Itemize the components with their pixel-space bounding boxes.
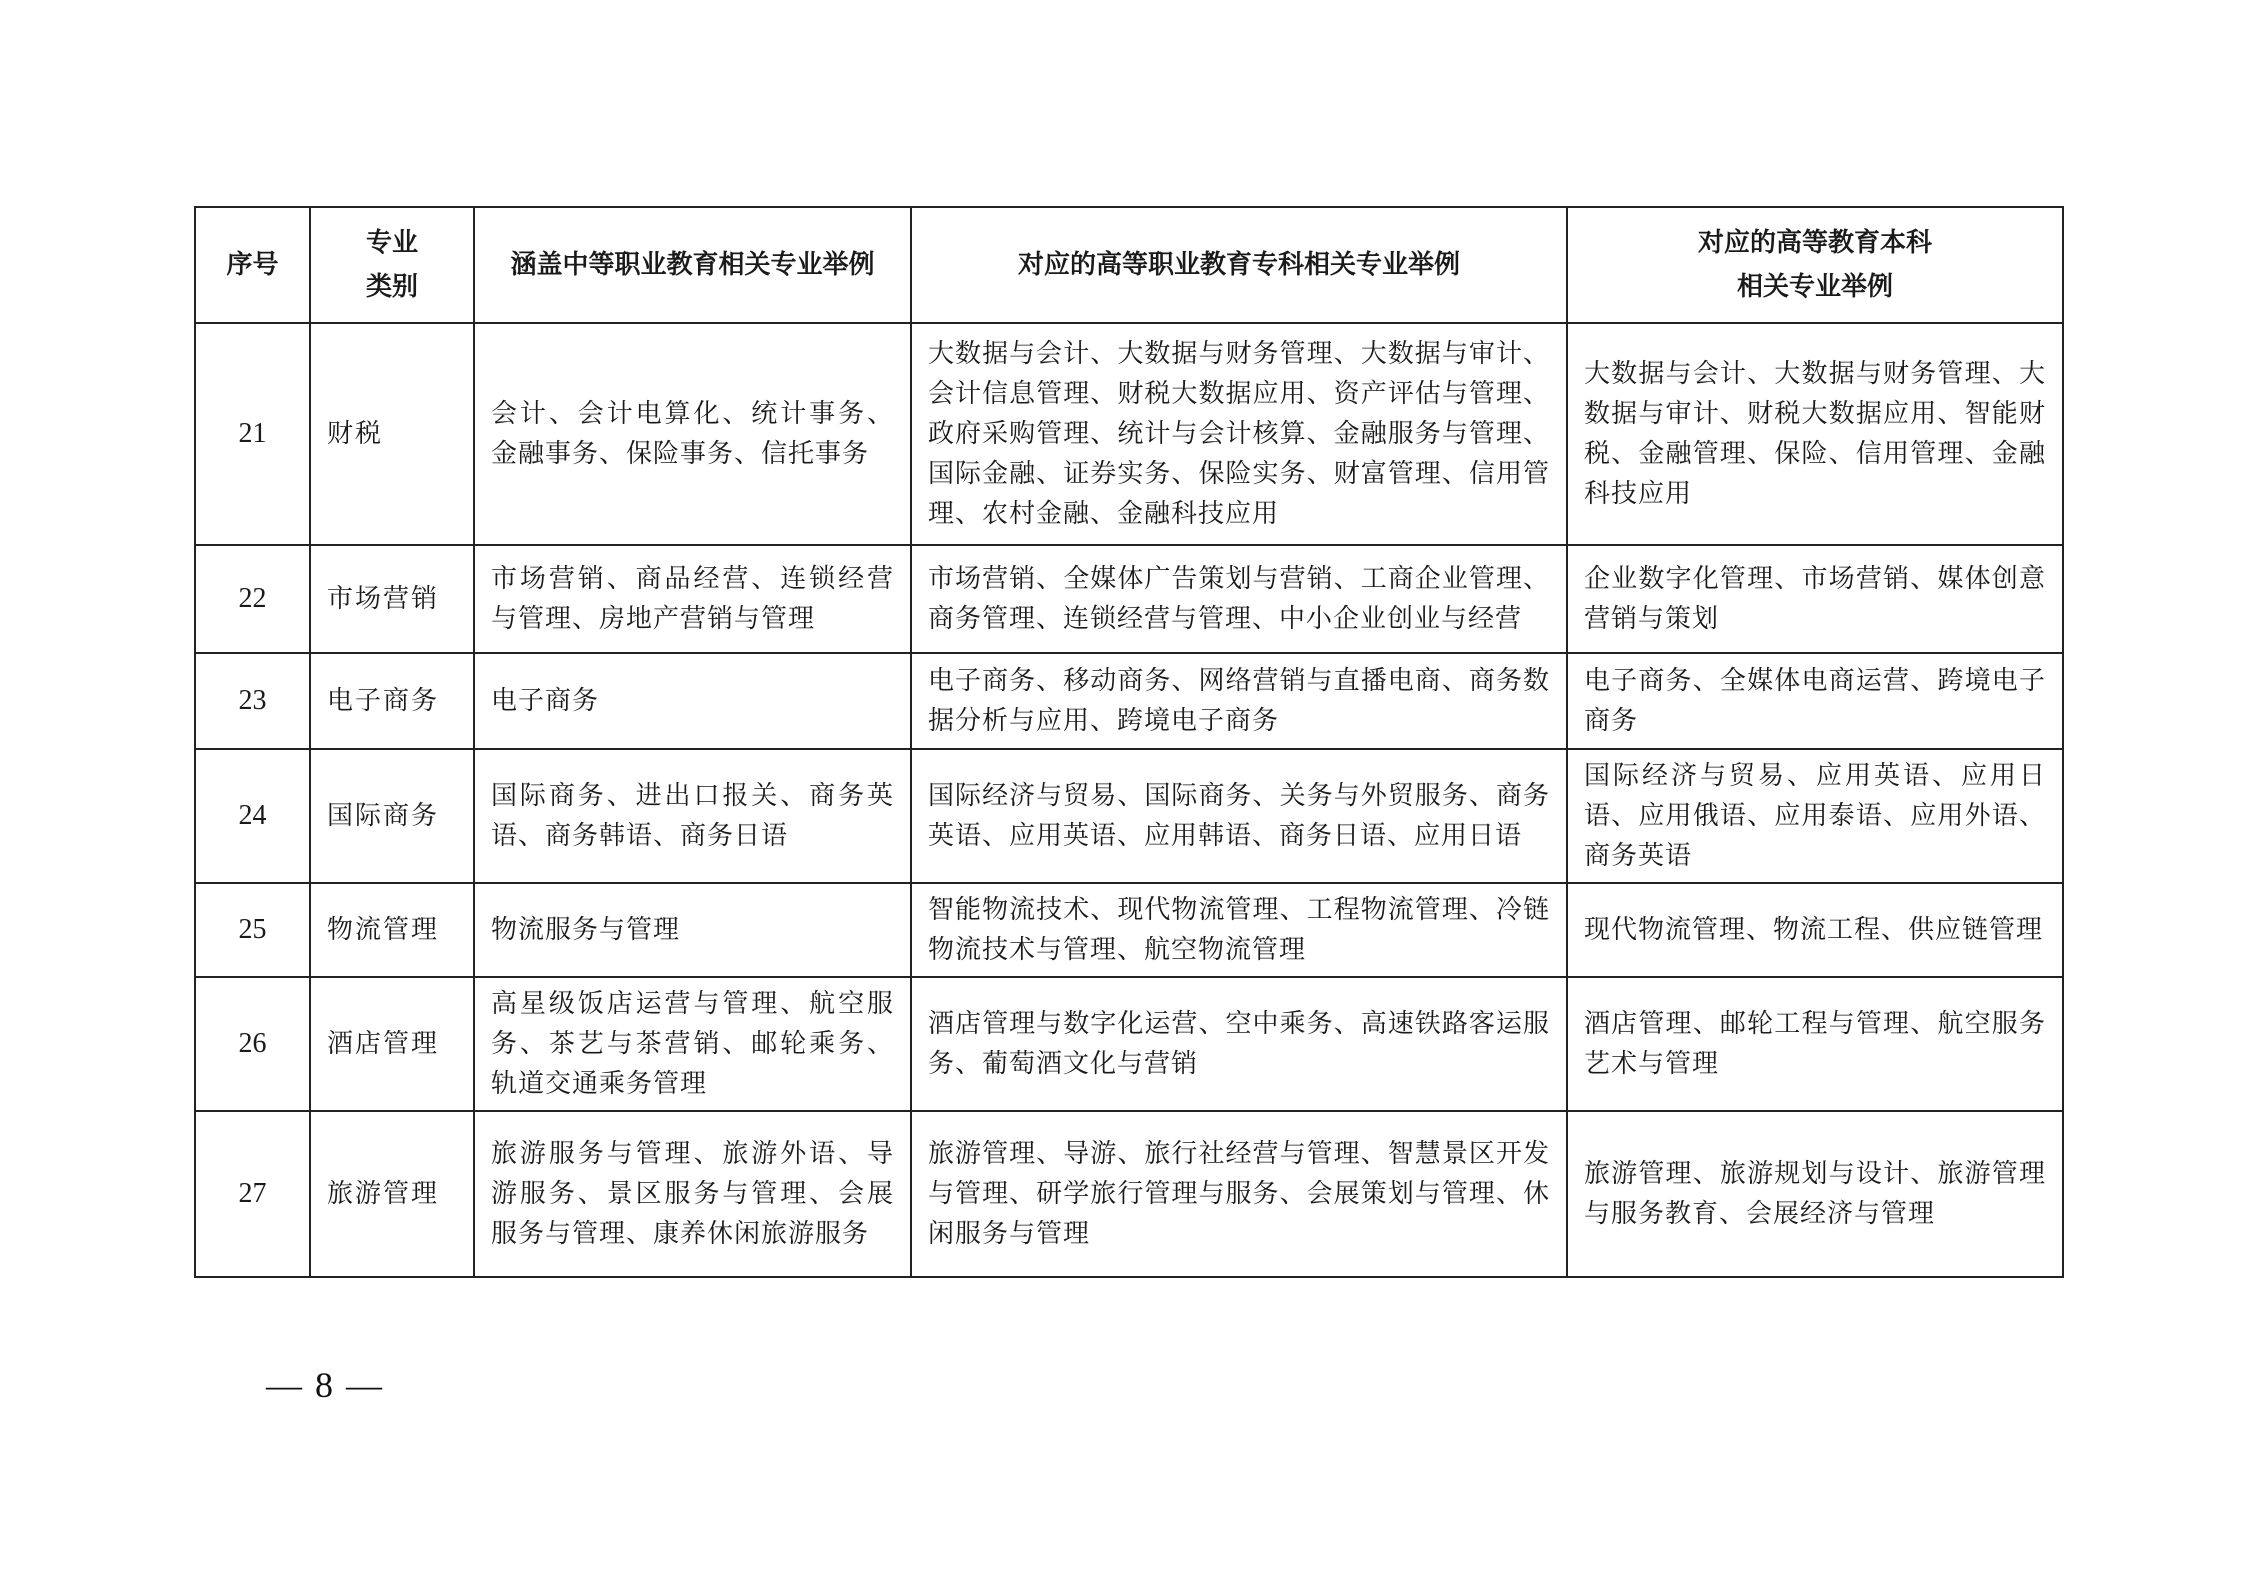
table-row bbox=[195, 749, 2063, 883]
cell-seq: 23 bbox=[195, 653, 310, 749]
cell-undergraduate: 国际经济与贸易、应用英语、应用日语、应用俄语、应用泰语、应用外语、商务英语 bbox=[1567, 749, 2063, 883]
table-row bbox=[195, 1111, 2063, 1277]
cell-category: 酒店管理 bbox=[310, 977, 474, 1111]
cell-vocational: 国际经济与贸易、国际商务、关务与外贸服务、商务英语、应用英语、应用韩语、商务日语、应用日语 bbox=[911, 749, 1567, 883]
cell-vocational: 智能物流技术、现代物流管理、工程物流管理、冷链物流技术与管理、航空物流管理 bbox=[911, 883, 1567, 977]
table-header-row bbox=[195, 207, 2063, 323]
header-vocational: 对应的高等职业教育专科相关专业举例 bbox=[911, 207, 1567, 323]
header-secondary: 涵盖中等职业教育相关专业举例 bbox=[474, 207, 911, 323]
cell-seq: 25 bbox=[195, 883, 310, 977]
cell-undergraduate: 现代物流管理、物流工程、供应链管理 bbox=[1567, 883, 2063, 977]
table-row bbox=[195, 653, 2063, 749]
cell-vocational: 酒店管理与数字化运营、空中乘务、高速铁路客运服务、葡萄酒文化与营销 bbox=[911, 977, 1567, 1111]
table-row bbox=[195, 977, 2063, 1111]
cell-undergraduate: 电子商务、全媒体电商运营、跨境电子商务 bbox=[1567, 653, 2063, 749]
header-undergraduate: 对应的高等教育本科 相关专业举例 bbox=[1567, 207, 2063, 323]
table-row bbox=[195, 545, 2063, 653]
cell-vocational: 市场营销、全媒体广告策划与营销、工商企业管理、商务管理、连锁经营与管理、中小企业创业与经营 bbox=[911, 545, 1567, 653]
cell-secondary: 物流服务与管理 bbox=[474, 883, 911, 977]
cell-category: 电子商务 bbox=[310, 653, 474, 749]
cell-vocational: 旅游管理、导游、旅行社经营与管理、智慧景区开发与管理、研学旅行管理与服务、会展策划与管理、休闲服务与管理 bbox=[911, 1111, 1567, 1277]
cell-category: 物流管理 bbox=[310, 883, 474, 977]
cell-secondary: 高星级饭店运营与管理、航空服务、茶艺与茶营销、邮轮乘务、轨道交通乘务管理 bbox=[474, 977, 911, 1111]
cell-seq: 27 bbox=[195, 1111, 310, 1277]
cell-secondary: 国际商务、进出口报关、商务英语、商务韩语、商务日语 bbox=[474, 749, 911, 883]
cell-seq: 26 bbox=[195, 977, 310, 1111]
cell-undergraduate: 酒店管理、邮轮工程与管理、航空服务艺术与管理 bbox=[1567, 977, 2063, 1111]
cell-secondary: 会计、会计电算化、统计事务、金融事务、保险事务、信托事务 bbox=[474, 323, 911, 545]
table-row bbox=[195, 323, 2063, 545]
cell-undergraduate: 旅游管理、旅游规划与设计、旅游管理与服务教育、会展经济与管理 bbox=[1567, 1111, 2063, 1277]
page-number: — 8 — bbox=[266, 1365, 384, 1405]
cell-vocational: 大数据与会计、大数据与财务管理、大数据与审计、会计信息管理、财税大数据应用、资产评估与管理、政府采购管理、统计与会计核算、金融服务与管理、国际金融、证券实务、保险实务、财富管理、信用管理、农村金融、金融科技应用 bbox=[911, 323, 1567, 545]
cell-seq: 22 bbox=[195, 545, 310, 653]
cell-secondary: 旅游服务与管理、旅游外语、导游服务、景区服务与管理、会展服务与管理、康养休闲旅游服务 bbox=[474, 1111, 911, 1277]
majors-table bbox=[194, 206, 2064, 1278]
cell-seq: 21 bbox=[195, 323, 310, 545]
cell-vocational: 电子商务、移动商务、网络营销与直播电商、商务数据分析与应用、跨境电子商务 bbox=[911, 653, 1567, 749]
cell-category: 市场营销 bbox=[310, 545, 474, 653]
header-category: 专业 类别 bbox=[310, 207, 474, 323]
cell-undergraduate: 大数据与会计、大数据与财务管理、大数据与审计、财税大数据应用、智能财税、金融管理、保险、信用管理、金融科技应用 bbox=[1567, 323, 2063, 545]
cell-category: 旅游管理 bbox=[310, 1111, 474, 1277]
cell-secondary: 市场营销、商品经营、连锁经营与管理、房地产营销与管理 bbox=[474, 545, 911, 653]
cell-seq: 24 bbox=[195, 749, 310, 883]
header-seq: 序号 bbox=[195, 207, 310, 323]
cell-undergraduate: 企业数字化管理、市场营销、媒体创意营销与策划 bbox=[1567, 545, 2063, 653]
cell-secondary: 电子商务 bbox=[474, 653, 911, 749]
cell-category: 国际商务 bbox=[310, 749, 474, 883]
table-row bbox=[195, 883, 2063, 977]
cell-category: 财税 bbox=[310, 323, 474, 545]
